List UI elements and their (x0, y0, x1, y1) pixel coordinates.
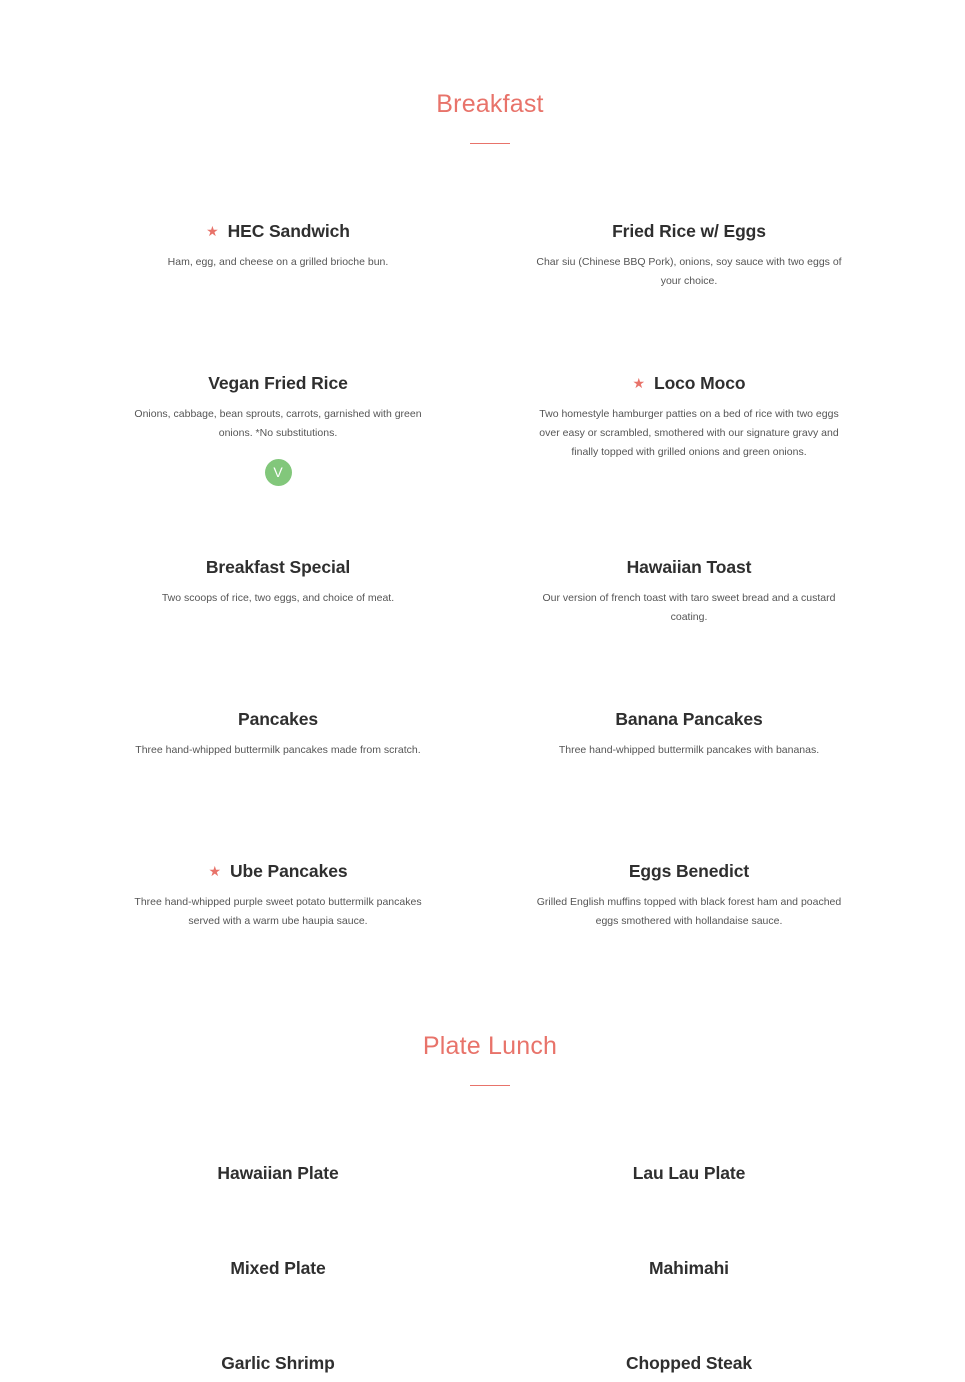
item-description: Three hand-whipped buttermilk pancakes with bananas. (558, 744, 820, 756)
item-name: Chopped Steak (625, 1353, 753, 1373)
item-name: Loco Moco (653, 373, 746, 393)
item-name-row (529, 1161, 849, 1185)
item-name-row (529, 707, 849, 731)
item-name-row (118, 1161, 438, 1185)
item-name-row (118, 371, 438, 395)
item-name-row (118, 707, 438, 731)
menu-item-chopped-steak (529, 1351, 849, 1375)
item-name-row (118, 555, 438, 579)
item-name-row (529, 555, 849, 579)
plate-lunch-divider (470, 1085, 510, 1086)
item-description: Two homestyle hamburger patties on a bed of rice with two eggs over easy or scrambled, smothered with our signature gravy and finally topped with grilled onions and green onions. (539, 408, 839, 458)
item-name-row (529, 859, 849, 883)
item-description: Two scoops of rice, two eggs, and choice of meat. (161, 592, 395, 604)
item-name: Vegan Fried Rice (208, 373, 348, 393)
item-name: Lau Lau Plate (632, 1163, 746, 1183)
menu-item-fried-rice-eggs (529, 219, 849, 291)
item-name: Eggs Benedict (628, 861, 750, 881)
item-name-row (529, 371, 849, 395)
item-description: Onions, cabbage, bean sprouts, carrots, garnished with green onions. *No substitutions. (134, 408, 422, 439)
item-description: Our version of french toast with taro sweet bread and a custard coating. (542, 592, 836, 623)
menu-item-eggs-benedict (529, 859, 849, 931)
plate-lunch-heading: Plate Lunch (422, 1032, 558, 1060)
item-name-row (529, 1256, 849, 1280)
item-description: Grilled English muffins topped with black forest ham and poached eggs smothered with hollandaise sauce. (536, 896, 842, 927)
menu-item-ube-pancakes (118, 859, 438, 931)
menu-item-banana-pancakes (529, 707, 849, 760)
item-description: Ham, egg, and cheese on a grilled brioche bun. (167, 256, 389, 268)
item-name: Mixed Plate (230, 1258, 326, 1278)
menu-item-vegan-fried-rice (118, 371, 438, 486)
item-name-row (529, 219, 849, 243)
item-name-row (118, 1351, 438, 1375)
menu-item-lau-lau-plate (529, 1161, 849, 1185)
menu-item-garlic-shrimp (118, 1351, 438, 1375)
menu-item-hec-sandwich (118, 219, 438, 272)
item-name: Ube Pancakes (229, 861, 348, 881)
item-name: Garlic Shrimp (221, 1353, 335, 1373)
menu-item-pancakes (118, 707, 438, 760)
item-name: Pancakes (238, 709, 318, 729)
vegan-badge-icon: V (265, 459, 292, 486)
item-name: Banana Pancakes (615, 709, 763, 729)
item-name: Breakfast Special (205, 557, 351, 577)
star-icon: ★ (208, 863, 221, 879)
menu-item-hawaiian-toast (529, 555, 849, 627)
menu-item-breakfast-special (118, 555, 438, 608)
item-description: Three hand-whipped purple sweet potato buttermilk pancakes served with a warm ube haupia sauce. (134, 896, 422, 927)
star-icon: ★ (632, 375, 645, 391)
item-name: HEC Sandwich (227, 221, 350, 241)
item-name-row (118, 859, 438, 883)
breakfast-divider (470, 143, 510, 144)
item-name-row (118, 1256, 438, 1280)
item-name: Fried Rice w/ Eggs (612, 221, 766, 241)
item-name: Mahimahi (649, 1258, 729, 1278)
item-name-row (118, 219, 438, 243)
menu-item-mahimahi (529, 1256, 849, 1280)
menu-item-loco-moco (529, 371, 849, 462)
menu-item-mixed-plate (118, 1256, 438, 1280)
item-name-row (529, 1351, 849, 1375)
breakfast-heading: Breakfast (436, 90, 544, 118)
menu-item-hawaiian-plate (118, 1161, 438, 1185)
item-description: Three hand-whipped buttermilk pancakes made from scratch. (135, 744, 421, 756)
item-name: Hawaiian Toast (626, 557, 752, 577)
item-name: Hawaiian Plate (217, 1163, 339, 1183)
star-icon: ★ (206, 223, 219, 239)
item-description: Char siu (Chinese BBQ Pork), onions, soy sauce with two eggs of your choice. (536, 256, 842, 287)
